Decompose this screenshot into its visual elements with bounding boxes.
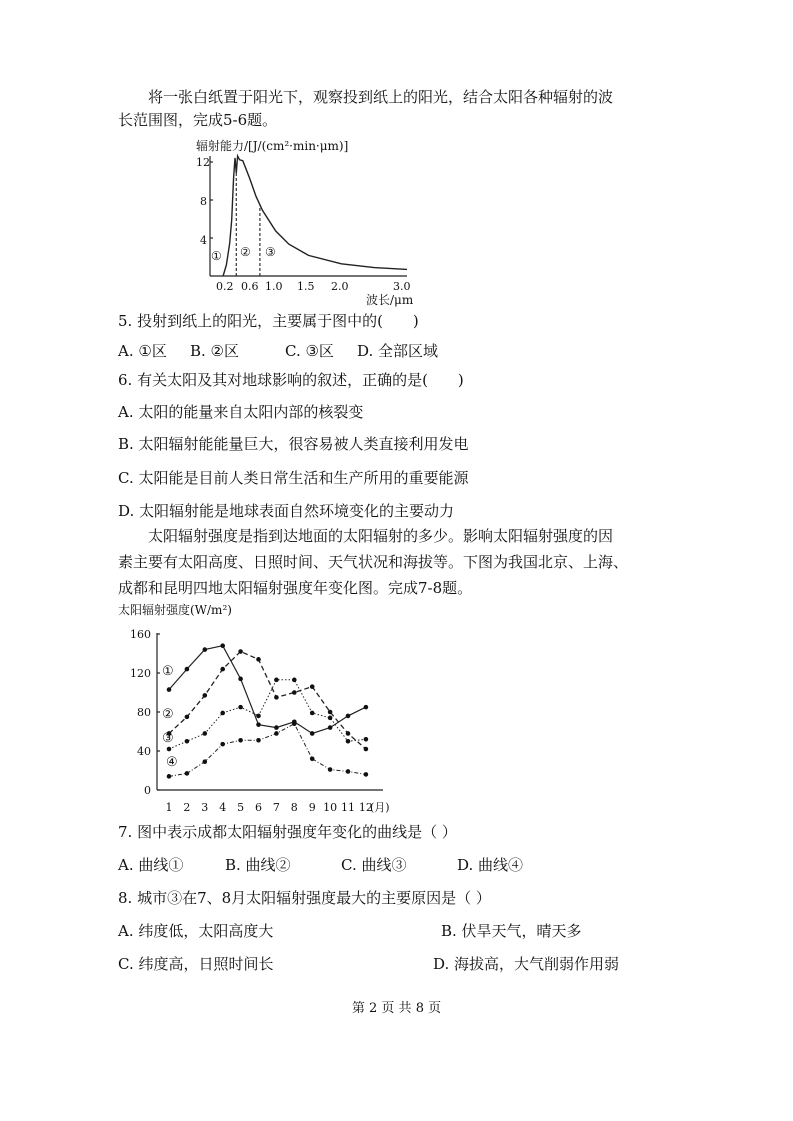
series-3-point xyxy=(346,739,351,744)
series-2-point xyxy=(256,657,261,662)
radiation-xtick-label: 6 xyxy=(255,801,262,814)
spectrum-xtick-1.0: 1.0 xyxy=(265,280,283,293)
radiation-xtick-label: 12 xyxy=(358,801,373,814)
radiation-xtick-label: 11 xyxy=(341,801,355,814)
spectrum-xtick-0.2: 0.2 xyxy=(216,280,234,293)
series-4-point xyxy=(167,774,172,779)
series-4-point xyxy=(328,767,333,772)
q6-option-b: B. 太阳辐射能能量巨大，很容易被人类直接利用发电 xyxy=(118,435,469,453)
series-3-point xyxy=(220,711,225,716)
series-label-3: ③ xyxy=(162,731,174,746)
series-4-point xyxy=(238,738,243,743)
spectrum-xtick-0.6: 0.6 xyxy=(241,280,259,293)
spectrum-xlabel: 波长/μm xyxy=(366,293,414,307)
radiation-xtick-label: 7 xyxy=(272,801,280,814)
q5-option-a: A. ①区 xyxy=(118,342,167,360)
series-line-3 xyxy=(169,680,366,749)
intro2-line1: 太阳辐射强度是指到达地面的太阳辐射的多少。影响太阳辐射强度的因 xyxy=(148,527,614,545)
q7-option-c: C. 曲线③ xyxy=(341,856,407,874)
radiation-xtick-label: 2 xyxy=(183,801,191,814)
series-3-point xyxy=(274,678,279,683)
intro1-line1: 将一张白纸置于阳光下，观察投到纸上的阳光，结合太阳各种辐射的波 xyxy=(148,88,614,106)
spectrum-region-3: ③ xyxy=(265,245,276,259)
series-3-point xyxy=(328,716,333,721)
series-4-point xyxy=(346,769,351,774)
series-label-2: ② xyxy=(162,707,174,722)
q7-option-b: B. 曲线② xyxy=(225,856,291,874)
radiation-ytick-label: 40 xyxy=(137,745,151,758)
intro2-line2: 素主要有太阳高度、日照时间、天气状况和海拔等。下图为我国北京、上海、 xyxy=(118,553,629,571)
q7-option-d: D. 曲线④ xyxy=(457,856,524,874)
spectrum-ytick-4: 4 xyxy=(200,234,207,247)
q8-option-a: A. 纬度低，太阳高度大 xyxy=(118,922,274,940)
series-2-point xyxy=(220,667,225,672)
series-1-point xyxy=(203,647,208,652)
intro1-line2: 长范围图，完成5-6题。 xyxy=(118,111,278,129)
radiation-chart xyxy=(0,600,793,815)
q6-option-a: A. 太阳的能量来自太阳内部的核裂变 xyxy=(118,403,364,421)
q5-option-b: B. ②区 xyxy=(190,342,240,360)
q6-option-c: C. 太阳能是目前人类日常生活和生产所用的重要能源 xyxy=(118,469,469,487)
series-2-point xyxy=(274,695,279,700)
radiation-xtick-label: 8 xyxy=(290,801,298,814)
series-4-point xyxy=(203,759,208,764)
radiation-xtick-label: 3 xyxy=(201,801,209,814)
series-1-point xyxy=(274,725,279,730)
series-1-point xyxy=(167,687,172,692)
q5-stem: 5. 投射到纸上的阳光，主要属于图中的( ) xyxy=(118,312,419,330)
series-4-point xyxy=(220,742,225,747)
q8-option-c: C. 纬度高，日照时间长 xyxy=(118,955,274,973)
spectrum-xtick-2.0: 2.0 xyxy=(331,280,349,293)
radiation-xtick-label: 4 xyxy=(219,801,227,814)
radiation-xtick-label: 1 xyxy=(165,801,173,814)
spectrum-ytick-8: 8 xyxy=(200,195,207,208)
series-3-point xyxy=(310,711,315,716)
series-1-point xyxy=(220,643,225,648)
series-3-point xyxy=(167,747,172,752)
series-3-point xyxy=(203,731,208,736)
series-1-point xyxy=(364,705,369,710)
series-label-1: ① xyxy=(162,664,174,679)
radiation-ytick-label: 0 xyxy=(144,784,151,797)
spectrum-region-1: ① xyxy=(211,249,222,263)
series-4-point xyxy=(310,757,315,762)
spectrum-chart xyxy=(0,133,793,308)
series-1-point xyxy=(346,714,351,719)
series-1-point xyxy=(238,677,243,682)
radiation-xtick-label: 10 xyxy=(323,801,338,814)
radiation-xtick-label: 9 xyxy=(308,801,316,814)
series-2-point xyxy=(346,731,351,736)
q8-option-b: B. 伏旱天气，晴天多 xyxy=(441,922,582,940)
spectrum-ytick-12: 12 xyxy=(196,156,210,169)
q5-option-d: D. 全部区域 xyxy=(357,342,439,360)
radiation-xtick-label: 5 xyxy=(237,801,245,814)
q5-option-c: C. ③区 xyxy=(285,342,334,360)
series-4-point xyxy=(256,738,261,743)
series-2-point xyxy=(328,710,333,715)
series-2-point xyxy=(238,649,243,654)
radiation-ylabel: 太阳辐射强度(W/m²) xyxy=(118,603,232,617)
series-1-point xyxy=(256,722,261,727)
series-1-point xyxy=(328,725,333,730)
spectrum-region-2: ② xyxy=(240,245,251,259)
series-4-point xyxy=(364,772,369,777)
q6-stem: 6. 有关太阳及其对地球影响的叙述，正确的是( ) xyxy=(118,371,464,389)
radiation-ytick-label: 160 xyxy=(130,628,151,641)
series-3-point xyxy=(238,705,243,710)
series-2-point xyxy=(203,693,208,698)
series-2-point xyxy=(185,715,190,720)
spectrum-xtick-1.5: 1.5 xyxy=(297,280,315,293)
series-1-point xyxy=(310,731,315,736)
series-3-point xyxy=(292,678,297,683)
series-3-point xyxy=(256,714,261,719)
series-2-point xyxy=(292,690,297,695)
q8-option-d: D. 海拔高，大气削弱作用弱 xyxy=(433,955,620,973)
series-1-point xyxy=(185,667,190,672)
q7-stem: 7. 图中表示成都太阳辐射强度年变化的曲线是（ ） xyxy=(118,823,457,841)
spectrum-xtick-3.0: 3.0 xyxy=(393,280,411,293)
page-footer: 第 2 页 共 8 页 xyxy=(351,1001,442,1016)
series-2-point xyxy=(364,747,369,752)
series-line-4 xyxy=(169,724,366,777)
series-2-point xyxy=(310,684,315,689)
series-4-point xyxy=(185,771,190,776)
intro2-line3: 成都和昆明四地太阳辐射强度年变化图。完成7-8题。 xyxy=(118,579,473,597)
q8-stem: 8. 城市③在7、8月太阳辐射强度最大的主要原因是（ ） xyxy=(118,889,491,907)
q7-option-a: A. 曲线① xyxy=(118,856,184,874)
series-3-point xyxy=(185,739,190,744)
radiation-ytick-label: 120 xyxy=(130,667,151,680)
series-4-point xyxy=(292,721,297,726)
radiation-ytick-label: 80 xyxy=(137,706,151,719)
series-4-point xyxy=(274,731,279,736)
series-3-point xyxy=(364,737,369,742)
q6-option-d: D. 太阳辐射能是地球表面自然环境变化的主要动力 xyxy=(118,502,455,520)
series-label-4: ④ xyxy=(166,755,178,770)
spectrum-ylabel: 辐射能力/[J/(cm²·min·μm)] xyxy=(196,139,349,153)
radiation-xlabel: (月) xyxy=(370,801,390,814)
series-line-2 xyxy=(169,652,366,750)
